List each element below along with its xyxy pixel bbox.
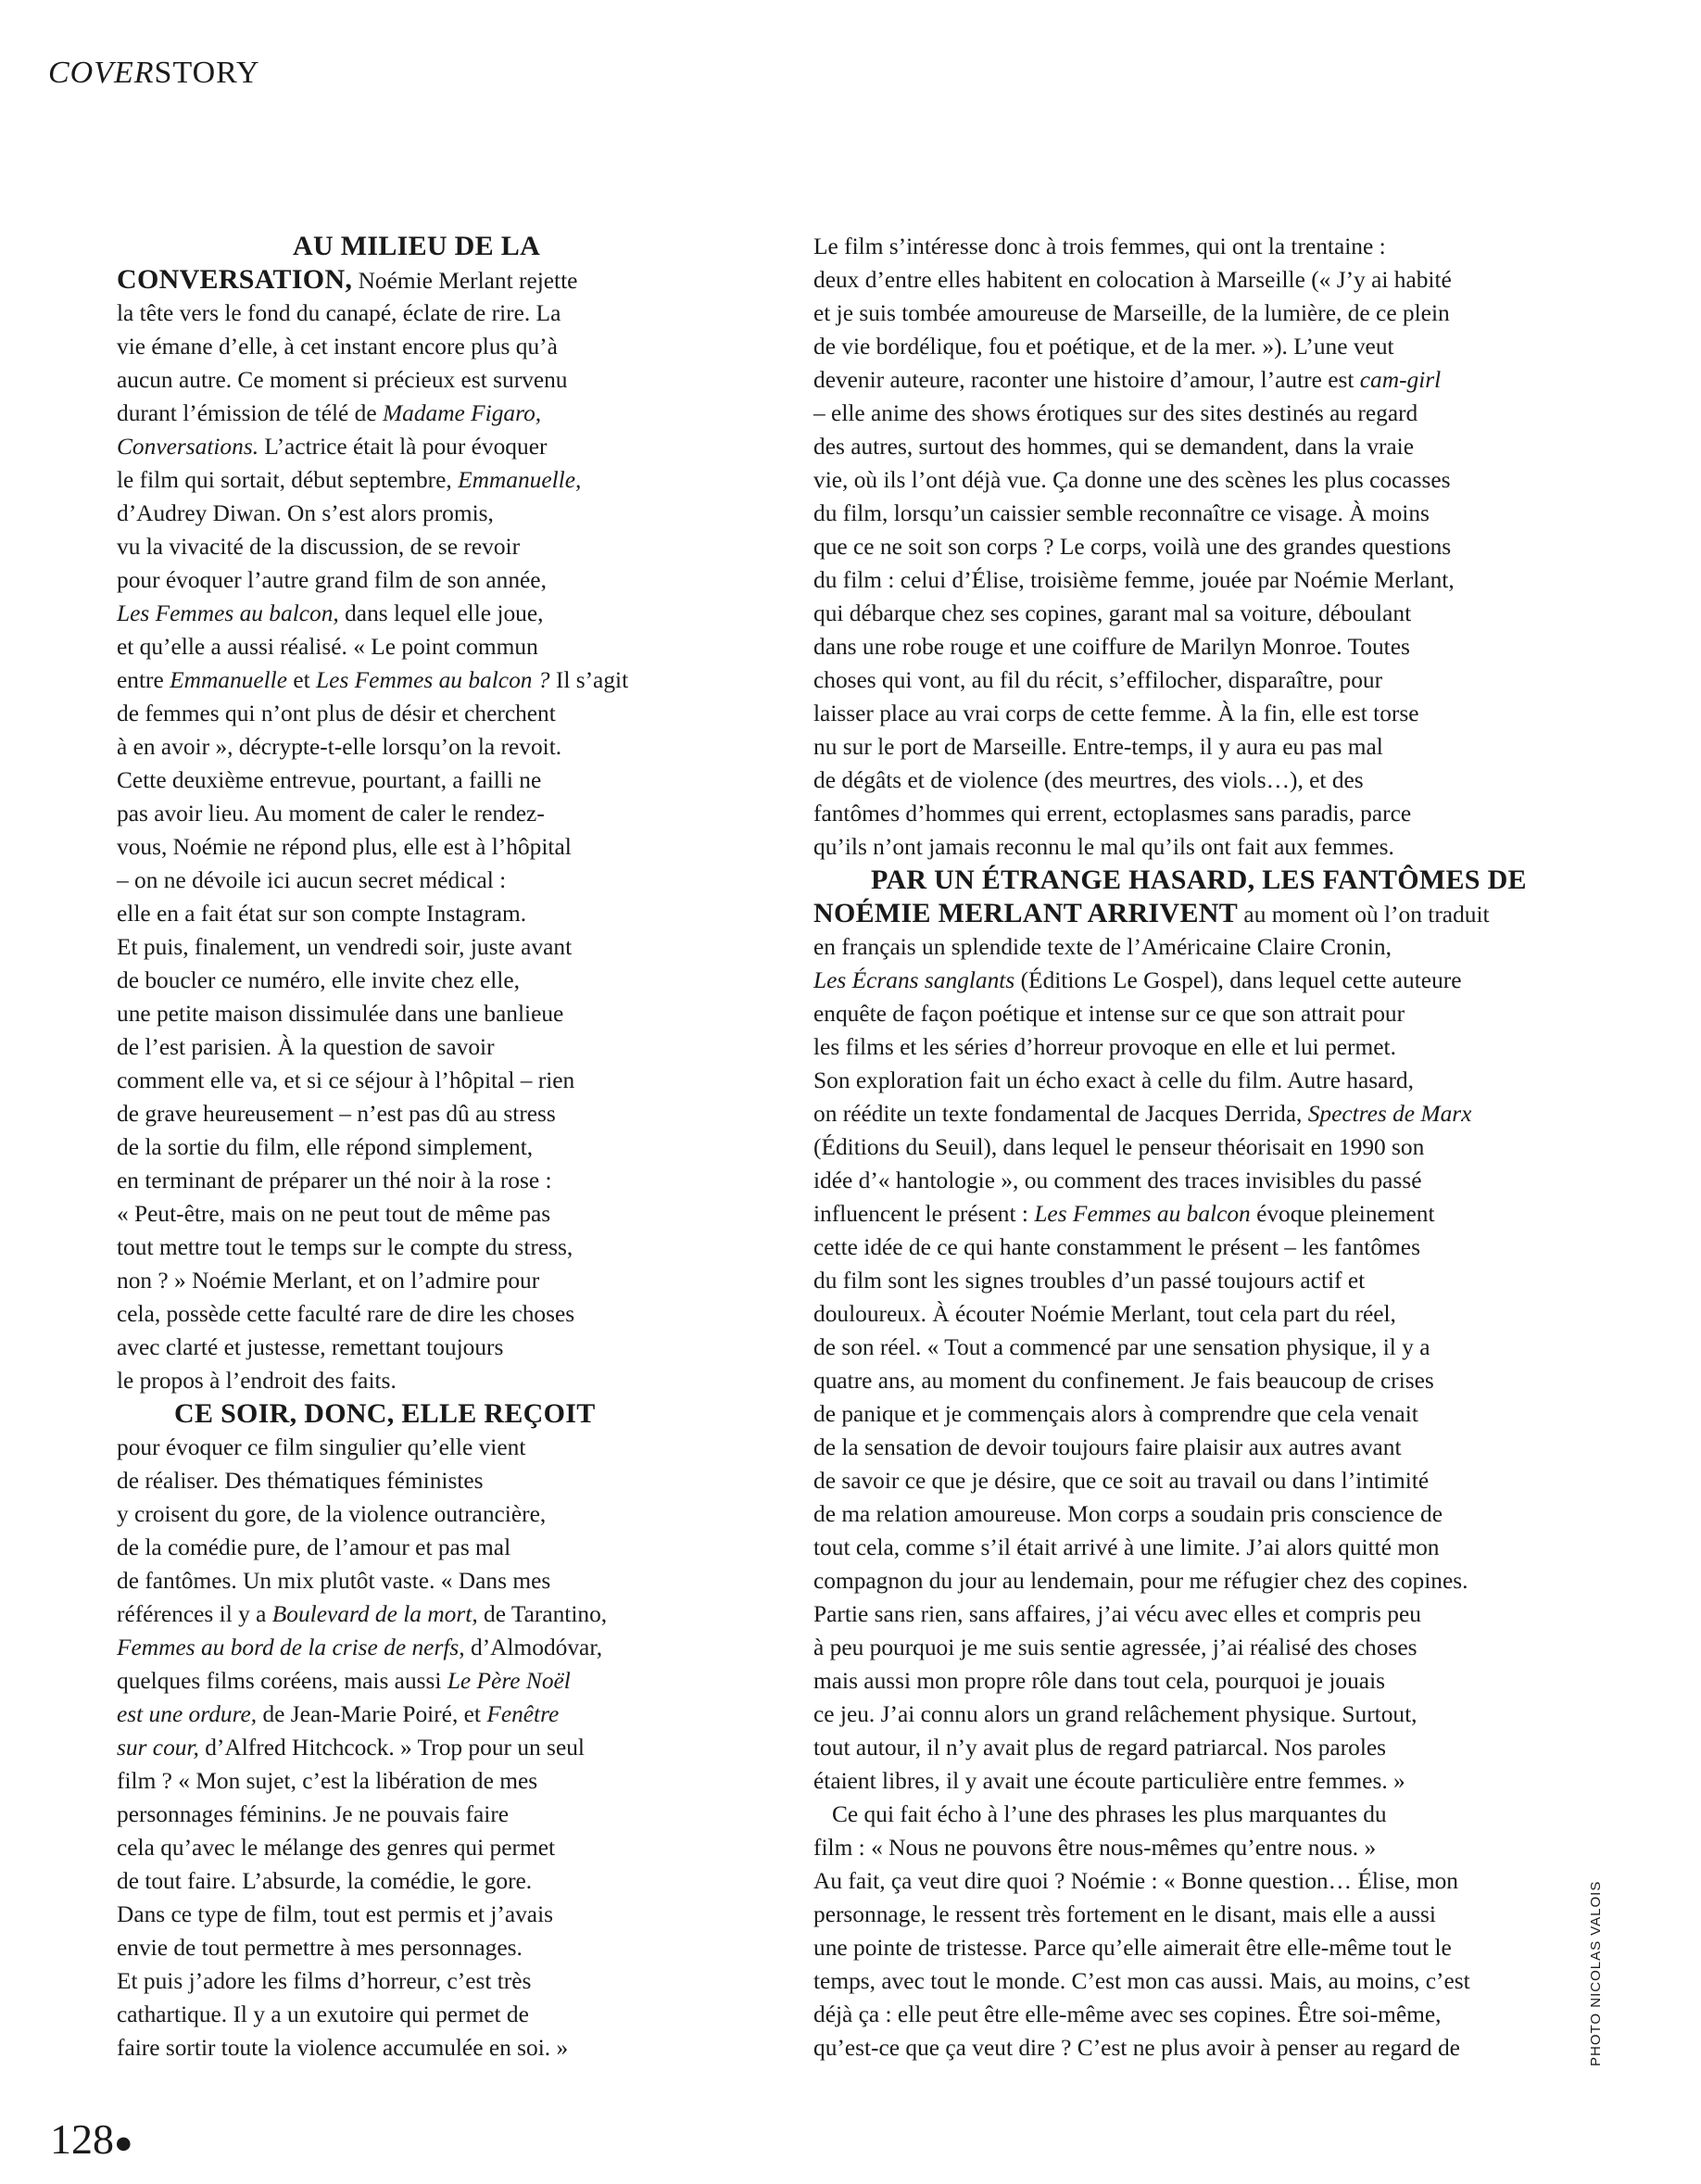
text-run: au moment où l’on traduit (1238, 902, 1490, 928)
text-line (813, 497, 1555, 530)
text-run: dans une robe rouge et une coiffure de Marilyn Monroe. Toutes (813, 634, 1410, 660)
text-run: tout autour, il n’y avait plus de regard patriarcal. Nos paroles (813, 1735, 1387, 1761)
text-line (813, 1064, 1555, 1097)
text-run: ce jeu. J’ai connu alors un grand relâchement physique. Surtout, (813, 1701, 1418, 1727)
text-line (117, 397, 654, 430)
text-line (117, 697, 654, 730)
text-line (117, 563, 654, 597)
italic-title: Madame Figaro, (382, 400, 542, 426)
text-run: de l’est parisien. À la question de savoir (117, 1034, 495, 1060)
text-run: cela qu’avec le mélange des genres qui permet (117, 1835, 556, 1861)
text-run: tout cela, comme s’il était arrivé à une limite. J’ai alors quitté mon (813, 1534, 1440, 1560)
italic-title: Le Père Noël (447, 1668, 571, 1694)
text-run: et (287, 667, 317, 693)
text-run: influencent le présent : (813, 1201, 1035, 1227)
text-line (813, 697, 1555, 730)
text-line (117, 1464, 654, 1497)
text-line (117, 1597, 654, 1631)
text-run: compagnon du jour au lendemain, pour me réfugier chez des copines. (813, 1568, 1468, 1594)
text-line (117, 1164, 654, 1197)
text-line (117, 830, 654, 864)
text-line (117, 663, 654, 697)
text-line (117, 1964, 654, 1998)
text-run: quatre ans, au moment du confinement. Je fais beaucoup de crises (813, 1368, 1434, 1394)
text-run: L’actrice était là pour évoquer (258, 434, 548, 460)
text-run: et qu’elle a aussi réalisé. « Le point commun (117, 634, 538, 660)
text-run: qui débarque chez ses copines, garant mal sa voiture, déboulant (813, 600, 1412, 626)
italic-title: Boulevard de la mort, (271, 1601, 478, 1627)
text-run: vie émane d’elle, à cet instant encore plus qu’à (117, 334, 558, 360)
text-run: film : « Nous ne pouvons être nous-mêmes qu’entre nous. » (813, 1835, 1377, 1861)
text-run: non ? » Noémie Merlant, et on l’admire pour (117, 1268, 540, 1294)
text-line (813, 1998, 1555, 2031)
text-line (813, 1164, 1555, 1197)
text-run: de son réel. « Tout a commencé par une sensation physique, il y a (813, 1334, 1430, 1360)
text-run: du film, lorsqu’un caissier semble reconnaître ce visage. À moins (813, 500, 1430, 526)
text-line (813, 597, 1555, 630)
text-run: étaient libres, il y avait une écoute particulière entre femmes. » (813, 1768, 1405, 1794)
text-run: du film sont les signes troubles d’un passé toujours actif et (813, 1268, 1366, 1294)
italic-title: Emmanuelle (170, 667, 288, 693)
text-run: de la sensation de devoir toujours faire plaisir aux autres avant (813, 1434, 1402, 1460)
text-run: de Tarantino, (477, 1601, 608, 1627)
run-in-heading: CE SOIR, DONC, ELLE REÇOIT (174, 1398, 596, 1429)
text-run: de grave heureusement – n’est pas dû au stress (117, 1101, 556, 1127)
text-line (117, 263, 654, 297)
text-run: mais aussi mon propre rôle dans tout cela, pourquoi je jouais (813, 1668, 1385, 1694)
text-line (117, 463, 654, 497)
text-run: de la comédie pure, de l’amour et pas mal (117, 1534, 511, 1560)
text-run: cathartique. Il y a un exutoire qui permet de (117, 2001, 529, 2027)
text-line (813, 1964, 1555, 1998)
text-run: pas avoir lieu. Au moment de caler le rendez- (117, 801, 545, 827)
section-header-prefix: COVER (48, 56, 155, 90)
text-line (117, 864, 654, 897)
text-line (117, 1531, 654, 1564)
text-line (117, 1097, 654, 1130)
text-run: le propos à l’endroit des faits. (117, 1368, 397, 1394)
text-line (117, 1898, 654, 1931)
text-line (117, 897, 654, 930)
text-run: de vie bordélique, fou et poétique, et de la mer. »). L’une veut (813, 334, 1394, 360)
text-line (117, 1631, 654, 1664)
text-line (813, 1231, 1555, 1264)
text-run: – on ne dévoile ici aucun secret médical : (117, 867, 507, 893)
text-run: Il s’agit (549, 667, 629, 693)
run-in-heading: NOÉMIE MERLANT ARRIVENT (813, 898, 1239, 928)
text-line (117, 1864, 654, 1898)
text-run: Et puis j’adore les films d’horreur, c’est très (117, 1968, 532, 1994)
text-line (117, 1064, 654, 1097)
text-run: enquête de façon poétique et intense sur ce que son attrait pour (813, 1001, 1405, 1027)
text-line (813, 1531, 1555, 1564)
text-run: Son exploration fait un écho exact à celle du film. Autre hasard, (813, 1067, 1414, 1093)
text-run: comment elle va, et si ce séjour à l’hôpital – rien (117, 1067, 575, 1093)
text-run: personnages féminins. Je ne pouvais faire (117, 1801, 510, 1827)
text-run: en terminant de préparer un thé noir à la rose : (117, 1168, 552, 1193)
text-run: on réédite un texte fondamental de Jacques Derrida, (813, 1101, 1308, 1127)
italic-title: Conversations. (117, 434, 259, 460)
text-line (813, 430, 1555, 463)
italic-title: Fenêtre (486, 1701, 560, 1727)
text-run: aucun autre. Ce moment si précieux est survenu (117, 367, 568, 393)
text-line (813, 764, 1555, 797)
text-run: envie de tout permettre à mes personnages. (117, 1935, 523, 1961)
text-run: de panique et je commençais alors à comprendre que cela venait (813, 1401, 1418, 1427)
text-line (813, 630, 1555, 663)
text-run: Dans ce type de film, tout est permis et j’avais (117, 1901, 554, 1927)
text-line (813, 297, 1555, 330)
italic-title: Femmes au bord de la crise de nerfs, (117, 1635, 465, 1660)
text-line (117, 1331, 654, 1364)
run-in-heading: AU MILIEU DE LA (293, 231, 541, 261)
text-line (813, 964, 1555, 997)
text-line (813, 1631, 1555, 1664)
text-run: du film : celui d’Élise, troisième femme, jouée par Noémie Merlant, (813, 567, 1455, 593)
text-run: Ce qui fait écho à l’une des phrases les plus marquantes du (832, 1801, 1387, 1827)
text-run: durant l’émission de télé de (117, 400, 383, 426)
text-line (117, 1397, 654, 1431)
text-run: pour évoquer l’autre grand film de son année, (117, 567, 547, 593)
text-run: Au fait, ça veut dire quoi ? Noémie : « Bonne question… Élise, mon (813, 1868, 1458, 1894)
italic-title: Les Femmes au balcon, (117, 600, 339, 626)
text-run: film ? « Mon sujet, c’est la libération de mes (117, 1768, 538, 1794)
text-line (117, 297, 654, 330)
section-header (48, 56, 260, 91)
text-line (813, 864, 1555, 897)
text-line (117, 1731, 654, 1764)
text-run: cette idée de ce qui hante constamment le présent – les fantômes (813, 1234, 1420, 1260)
article-column-right (813, 230, 1555, 2064)
text-line (117, 1831, 654, 1864)
text-run: Noémie Merlant rejette (352, 268, 578, 294)
text-run: de boucler ce numéro, elle invite chez elle, (117, 967, 520, 993)
italic-title: Les Femmes au balcon ? (316, 667, 550, 693)
text-run: deux d’entre elles habitent en colocation à Marseille (« J’y ai habité (813, 267, 1452, 293)
text-run: à en avoir », décrypte-t-elle lorsqu’on la revoit. (117, 734, 562, 760)
text-run: Et puis, finalement, un vendredi soir, juste avant (117, 934, 573, 960)
text-line (813, 1831, 1555, 1864)
text-run: nu sur le port de Marseille. Entre-temps, il y aura eu pas mal (813, 734, 1383, 760)
text-line (813, 1431, 1555, 1464)
text-run: de ma relation amoureuse. Mon corps a soudain pris conscience de (813, 1501, 1443, 1527)
text-line (813, 1664, 1555, 1698)
text-run: laisser place au vrai corps de cette femme. À la fin, elle est torse (813, 701, 1419, 726)
text-line (813, 530, 1555, 563)
text-line (117, 1431, 654, 1464)
text-line (813, 1264, 1555, 1297)
text-line (117, 597, 654, 630)
text-line (117, 1197, 654, 1231)
text-run: (Éditions Le Gospel), dans lequel cette auteure (1014, 967, 1462, 993)
text-line (813, 1597, 1555, 1631)
text-line (117, 930, 654, 964)
text-line (813, 1798, 1555, 1831)
text-line (117, 1231, 654, 1264)
text-line (117, 1798, 654, 1831)
text-line (813, 1297, 1555, 1331)
text-run: cela, possède cette faculté rare de dire les choses (117, 1301, 575, 1327)
text-line (813, 1197, 1555, 1231)
text-run: vie, où ils l’ont déjà vue. Ça donne une des scènes les plus cocasses (813, 467, 1451, 493)
text-run: des autres, surtout des hommes, qui se demandent, dans la vraie (813, 434, 1415, 460)
text-line (117, 1497, 654, 1531)
text-line (117, 1297, 654, 1331)
text-line (813, 897, 1555, 930)
text-run: devenir auteure, raconter une histoire d’amour, l’autre est (813, 367, 1360, 393)
text-run: de savoir ce que je désire, que ce soit au travail ou dans l’intimité (813, 1468, 1430, 1494)
text-line (813, 1397, 1555, 1431)
text-line (813, 797, 1555, 830)
italic-title: Emmanuelle, (458, 467, 582, 493)
text-line (117, 497, 654, 530)
text-run: pour évoquer ce film singulier qu’elle vient (117, 1434, 526, 1460)
text-line (117, 1764, 654, 1798)
text-line (813, 1931, 1555, 1964)
page-number (50, 2115, 133, 2164)
text-line (813, 997, 1555, 1030)
text-run: y croisent du gore, de la violence outrancière, (117, 1501, 547, 1527)
text-line (117, 1664, 654, 1698)
text-line (813, 463, 1555, 497)
text-line (117, 1264, 654, 1297)
italic-title: Spectres de Marx (1307, 1101, 1472, 1127)
text-run: Cette deuxième entrevue, pourtant, a failli ne (117, 767, 542, 793)
text-run: « Peut-être, mais on ne peut tout de même pas (117, 1201, 551, 1227)
italic-title: Les Écrans sanglants (813, 967, 1015, 993)
text-run: d’Audrey Diwan. On s’est alors promis, (117, 500, 494, 526)
text-line (813, 1564, 1555, 1597)
text-line (813, 1698, 1555, 1731)
text-line (117, 964, 654, 997)
text-line (117, 1931, 654, 1964)
text-run: tout mettre tout le temps sur le compte du stress, (117, 1234, 573, 1260)
text-line (117, 1998, 654, 2031)
run-in-heading: CONVERSATION, (117, 264, 353, 295)
section-header-suffix: STORY (154, 56, 260, 90)
text-line (813, 1497, 1555, 1531)
text-line (813, 563, 1555, 597)
text-line (813, 1331, 1555, 1364)
article-column-left (117, 230, 654, 2064)
italic-title: cam-girl (1359, 367, 1442, 393)
text-line (117, 630, 654, 663)
text-run: temps, avec tout le monde. C’est mon cas aussi. Mais, au moins, c’est (813, 1968, 1470, 1994)
text-line (117, 1030, 654, 1064)
text-line (813, 363, 1555, 397)
text-line (117, 1130, 654, 1164)
text-run: que ce ne soit son corps ? Le corps, voilà une des grandes questions (813, 534, 1452, 560)
text-run: une pointe de tristesse. Parce qu’elle aimerait être elle-même tout le (813, 1935, 1452, 1961)
text-run: les films et les séries d’horreur provoque en elle et lui permet. (813, 1034, 1396, 1060)
run-in-heading: PAR UN ÉTRANGE HASARD, LES FANTÔMES DE (871, 865, 1527, 895)
text-run: – elle anime des shows érotiques sur des sites destinés au regard (813, 400, 1418, 426)
text-line (117, 430, 654, 463)
text-run: le film qui sortait, début septembre, (117, 467, 459, 493)
text-run: de dégâts et de violence (des meurtres, des viols…), et des (813, 767, 1364, 793)
text-line (813, 663, 1555, 697)
text-line (813, 330, 1555, 363)
text-run: évoque pleinement (1250, 1201, 1435, 1227)
text-run: et je suis tombée amoureuse de Marseille, de la lumière, de ce plein (813, 300, 1450, 326)
text-line (813, 1464, 1555, 1497)
text-run: à peu pourquoi je me suis sentie agressée, j’ai réalisé des choses (813, 1635, 1418, 1660)
text-line (813, 1030, 1555, 1064)
text-line (813, 1898, 1555, 1931)
text-run: choses qui vont, au fil du récit, s’effilocher, disparaître, pour (813, 667, 1383, 693)
text-line (117, 230, 654, 263)
text-line (813, 1731, 1555, 1764)
text-run: en français un splendide texte de l’Américaine Claire Cronin, (813, 934, 1392, 960)
text-run: de tout faire. L’absurde, la comédie, le gore. (117, 1868, 533, 1894)
text-run: une petite maison dissimulée dans une banlieue (117, 1001, 564, 1027)
text-line (813, 1364, 1555, 1397)
text-run: entre (117, 667, 170, 693)
text-run: fantômes d’hommes qui errent, ectoplasmes sans paradis, parce (813, 801, 1412, 827)
text-run: personnage, le ressent très fortement en le disant, mais elle a aussi (813, 1901, 1436, 1927)
page-number-value: 128 (50, 2115, 114, 2163)
text-line (117, 797, 654, 830)
italic-title: est une ordure, (117, 1701, 258, 1727)
text-line (117, 530, 654, 563)
text-run: dans lequel elle joue, (338, 600, 544, 626)
text-run: vous, Noémie ne répond plus, elle est à l’hôpital (117, 834, 572, 860)
text-line (813, 730, 1555, 764)
text-run: références il y a (117, 1601, 272, 1627)
text-line (117, 363, 654, 397)
text-line (813, 230, 1555, 263)
text-run: de réaliser. Des thématiques féministes (117, 1468, 484, 1494)
text-run: Partie sans rien, sans affaires, j’ai vécu avec elles et compris peu (813, 1601, 1421, 1627)
text-line (813, 2031, 1555, 2064)
text-line (117, 1698, 654, 1731)
text-line (813, 1130, 1555, 1164)
text-run: déjà ça : elle peut être elle-même avec ses copines. Être soi-même, (813, 2001, 1442, 2027)
text-line (117, 2031, 654, 2064)
italic-title: sur cour, (117, 1735, 199, 1761)
text-run: de fantômes. Un mix plutôt vaste. « Dans mes (117, 1568, 551, 1594)
text-run: qu’ils n’ont jamais reconnu le mal qu’ils ont fait aux femmes. (813, 834, 1394, 860)
text-line (813, 1764, 1555, 1798)
text-run: quelques films coréens, mais aussi (117, 1668, 447, 1694)
text-line (813, 1097, 1555, 1130)
text-run: la tête vers le fond du canapé, éclate de rire. La (117, 300, 561, 326)
text-run: de femmes qui n’ont plus de désir et cherchent (117, 701, 556, 726)
text-line (117, 997, 654, 1030)
text-line (117, 1564, 654, 1597)
text-line (117, 1364, 654, 1397)
photo-credit: PHOTO NICOLAS VALOIS (1588, 1880, 1604, 2066)
text-line (813, 397, 1555, 430)
italic-title: Les Femmes au balcon (1034, 1201, 1251, 1227)
text-run: avec clarté et justesse, remettant toujours (117, 1334, 504, 1360)
text-run: d’Almodóvar, (464, 1635, 603, 1660)
text-run: faire sortir toute la violence accumulée en soi. » (117, 2035, 569, 2061)
page-bullet: ● (114, 2126, 133, 2161)
text-run: qu’est-ce que ça veut dire ? C’est ne plus avoir à penser au regard de (813, 2035, 1460, 2061)
text-line (813, 830, 1555, 864)
text-run: elle en a fait état sur son compte Instagram. (117, 901, 527, 927)
text-run: (Éditions du Seuil), dans lequel le penseur théorisait en 1990 son (813, 1134, 1425, 1160)
text-run: d’Alfred Hitchcock. » Trop pour un seul (198, 1735, 585, 1761)
text-run: vu la vivacité de la discussion, de se revoir (117, 534, 521, 560)
text-run: Le film s’intéresse donc à trois femmes, qui ont la trentaine : (813, 234, 1386, 259)
text-line (117, 730, 654, 764)
text-line (117, 764, 654, 797)
text-line (813, 263, 1555, 297)
text-run: de la sortie du film, elle répond simplement, (117, 1134, 534, 1160)
text-line (813, 1864, 1555, 1898)
text-run: idée d’« hantologie », ou comment des traces invisibles du passé (813, 1168, 1422, 1193)
text-run: douloureux. À écouter Noémie Merlant, tout cela part du réel, (813, 1301, 1396, 1327)
text-run: de Jean-Marie Poiré, et (257, 1701, 487, 1727)
text-line (813, 930, 1555, 964)
text-line (117, 330, 654, 363)
